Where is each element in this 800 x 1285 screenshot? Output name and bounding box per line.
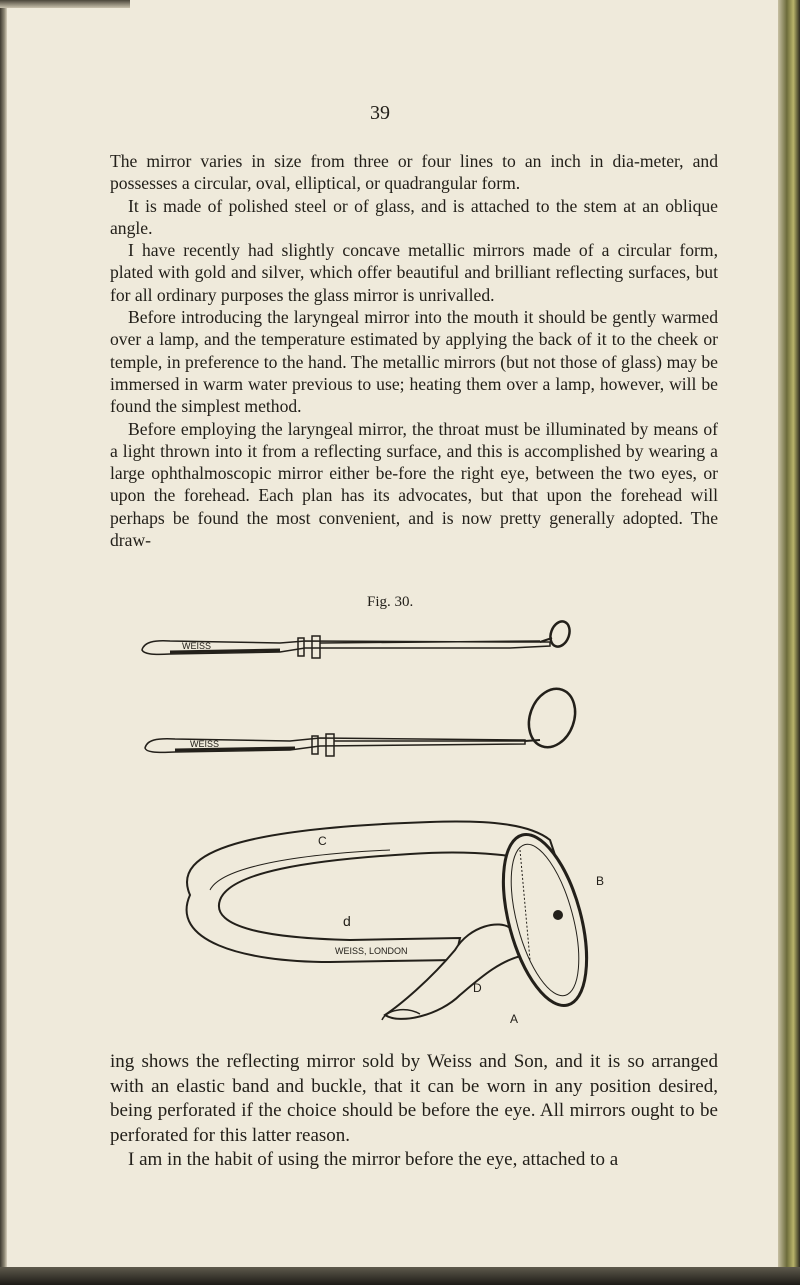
- laryngeal-mirror-illustration-2: [130, 678, 610, 768]
- page-top-edge: [0, 0, 130, 8]
- paragraph: I have recently had slightly concave metallic mirrors made of a circular form, plated with gold and silver, which offer beautiful and brilliant reflecting surfaces, but for all ordinary purposes the glass mirror is unrivalled.: [110, 240, 718, 305]
- laryngeal-mirror-enlarged-illustration: [130, 810, 630, 1040]
- figure-caption: Fig. 30.: [367, 594, 414, 610]
- laryngeal-mirror-illustration-1: [130, 612, 610, 662]
- paragraph: I am in the habit of using the mirror before the eye, attached to a: [128, 1149, 619, 1170]
- paragraph: It is made of polished steel or of glass, and is attached to the stem at an oblique angle.: [110, 195, 718, 238]
- label-D: D: [473, 981, 482, 995]
- handle-mark: WEISS: [190, 739, 220, 749]
- handle-mark: WEISS: [182, 641, 212, 651]
- label-c: C: [318, 834, 327, 848]
- paragraph: Before introducing the laryngeal mirror into the mouth it should be gently warmed over a lamp, and the temperature estimated by applying the back of it to the cheek or temple, in preference to the hand. The metallic mirrors (but not those of glass) may be immersed in warm water previous to use; heating them over a lamp, however, will be found the simplest method.: [110, 307, 718, 417]
- label-d: d: [343, 913, 351, 929]
- paragraph: The mirror varies in size from three or four lines to an inch in dia-meter, and possesses a circular, oval, elliptical, or quadrangular form.: [110, 151, 718, 194]
- page-number: 39: [370, 102, 390, 124]
- paragraph: Before employing the laryngeal mirror, the throat must be illuminated by means of a light thrown into it from a reflecting surface, and this is accomplished by wearing a large ophthalmoscopic mirror either be-fore the right eye, between the two eyes, or upon the forehead. Each plan has its advocates, but that upon the forehead will perhaps be found the most convenient, and is now pretty generally adopted. The draw-: [110, 418, 718, 551]
- label-A: A: [510, 1012, 519, 1026]
- page-right-edge: [778, 0, 800, 1285]
- body-text-top: [110, 150, 718, 551]
- paragraph: ing shows the reflecting mirror sold by Weiss and Son, and it is so arranged with an elastic band and buckle, that it can be worn in any position desired, being perforated if the choice should be before the eye. All mirrors ought to be perforated for this latter reason.: [110, 1051, 718, 1146]
- page-left-edge: [0, 0, 7, 1285]
- body-text-bottom: [110, 1050, 718, 1173]
- handle-mark: WEISS, LONDON: [335, 946, 408, 956]
- label-b: B: [596, 874, 605, 888]
- page-bottom-edge: [0, 1267, 800, 1285]
